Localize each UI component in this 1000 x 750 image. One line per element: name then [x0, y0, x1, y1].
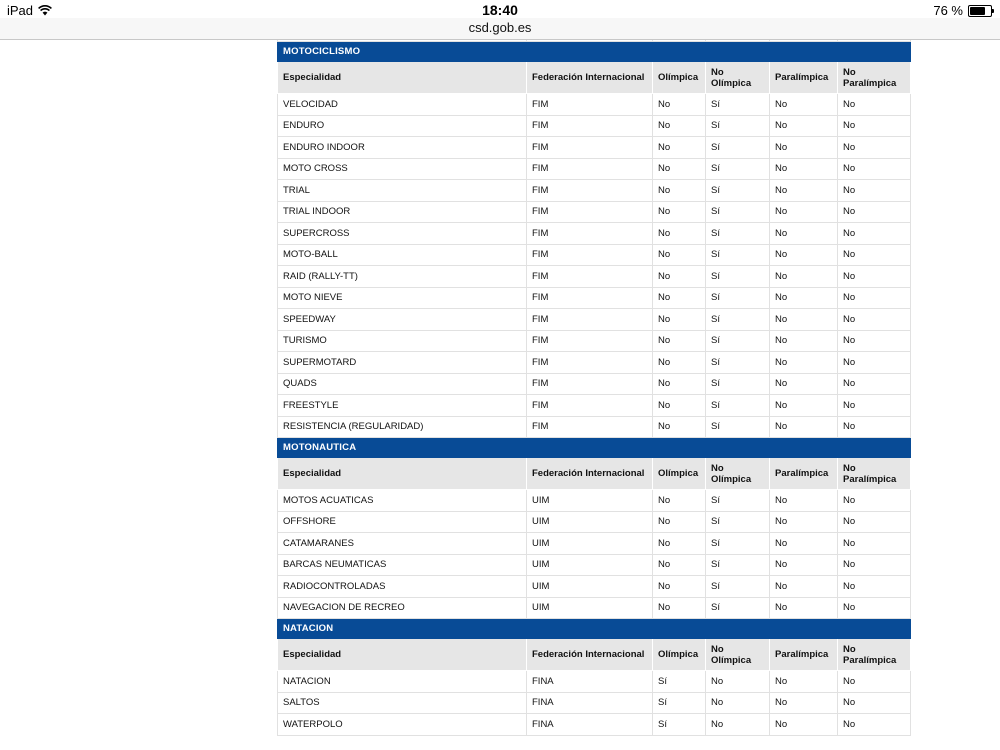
- table-row: [278, 597, 911, 619]
- table-cell: UIM: [527, 533, 653, 555]
- column-header-row: [278, 639, 911, 671]
- table-cell: Sí: [706, 287, 770, 309]
- table-cell: No: [653, 158, 706, 180]
- table-cell: No: [706, 671, 770, 693]
- table-cell: No: [838, 287, 911, 309]
- table-cell: No: [653, 511, 706, 533]
- table-cell: No: [838, 158, 911, 180]
- table-cell: No: [838, 223, 911, 245]
- table-cell: No: [770, 330, 838, 352]
- table-cell: Sí: [706, 330, 770, 352]
- table-cell: UIM: [527, 490, 653, 512]
- table-cell: No: [838, 115, 911, 137]
- table-cell: NATACION: [278, 671, 527, 693]
- table-cell: MOTO NIEVE: [278, 287, 527, 309]
- table-cell: FIM: [527, 244, 653, 266]
- table-cell: FINA: [527, 692, 653, 714]
- table-cell: FINA: [527, 671, 653, 693]
- table-cell: Sí: [706, 137, 770, 159]
- status-bar: [0, 0, 1000, 20]
- url-bar[interactable]: [0, 18, 1000, 40]
- table-cell: No: [770, 158, 838, 180]
- column-header: Especialidad: [278, 639, 527, 671]
- table-row: [278, 714, 911, 736]
- table-cell: SUPERMOTARD: [278, 352, 527, 374]
- table-cell: No: [838, 94, 911, 116]
- table-cell: No: [770, 352, 838, 374]
- table-cell: No: [653, 395, 706, 417]
- table-cell: Sí: [706, 180, 770, 202]
- table-cell: Sí: [706, 158, 770, 180]
- table-row: [278, 692, 911, 714]
- table-cell: Sí: [706, 115, 770, 137]
- table-cell: No: [653, 180, 706, 202]
- table-cell: No: [770, 511, 838, 533]
- column-header: No Olímpica: [706, 458, 770, 490]
- table-cell: RADIOCONTROLADAS: [278, 576, 527, 598]
- table-row: [278, 137, 911, 159]
- table-cell: Sí: [706, 597, 770, 619]
- table-row: [278, 115, 911, 137]
- table-cell: FIM: [527, 180, 653, 202]
- table-cell: No: [770, 223, 838, 245]
- table-cell: No: [770, 201, 838, 223]
- column-header: Federación Internacional: [527, 639, 653, 671]
- section-title: MOTOCICLISMO: [278, 42, 911, 62]
- table-cell: MOTOS ACUATICAS: [278, 490, 527, 512]
- table-cell: No: [770, 137, 838, 159]
- table-row: [278, 223, 911, 245]
- column-header: Especialidad: [278, 458, 527, 490]
- table-cell: FIM: [527, 223, 653, 245]
- table-cell: OFFSHORE: [278, 511, 527, 533]
- table-row: [278, 490, 911, 512]
- table-row: [278, 511, 911, 533]
- table-row: [278, 533, 911, 555]
- table-cell: SALTOS: [278, 692, 527, 714]
- table-row: [278, 158, 911, 180]
- table-cell: No: [838, 576, 911, 598]
- table-cell: RAID (RALLY-TT): [278, 266, 527, 288]
- table-cell: FIM: [527, 94, 653, 116]
- column-header: Paralímpica: [770, 458, 838, 490]
- table-cell: No: [706, 714, 770, 736]
- table-cell: No: [838, 373, 911, 395]
- table-cell: BARCAS NEUMATICAS: [278, 554, 527, 576]
- table-cell: FIM: [527, 137, 653, 159]
- table-cell: No: [770, 94, 838, 116]
- table-row: [278, 395, 911, 417]
- table-cell: No: [653, 115, 706, 137]
- table-cell: VELOCIDAD: [278, 94, 527, 116]
- table-row: [278, 373, 911, 395]
- column-header: No Paralímpica: [838, 62, 911, 94]
- battery-percent: 76 %: [933, 3, 963, 18]
- table-cell: Sí: [706, 244, 770, 266]
- column-header-row: [278, 458, 911, 490]
- table-cell: No: [653, 137, 706, 159]
- table-cell: FREESTYLE: [278, 395, 527, 417]
- table-row: [278, 671, 911, 693]
- table-cell: UIM: [527, 511, 653, 533]
- table-cell: Sí: [706, 309, 770, 331]
- table-cell: No: [653, 576, 706, 598]
- table-cell: CATAMARANES: [278, 533, 527, 555]
- table-cell: No: [838, 692, 911, 714]
- table-cell: FIM: [527, 395, 653, 417]
- table-cell: No: [838, 330, 911, 352]
- table-row: [278, 201, 911, 223]
- table-cell: SUPERCROSS: [278, 223, 527, 245]
- table-cell: No: [770, 180, 838, 202]
- column-header: Paralímpica: [770, 639, 838, 671]
- table-row: [278, 266, 911, 288]
- table-cell: No: [838, 137, 911, 159]
- table-cell: No: [653, 554, 706, 576]
- table-cell: NAVEGACION DE RECREO: [278, 597, 527, 619]
- table-cell: No: [770, 533, 838, 555]
- table-cell: SPEEDWAY: [278, 309, 527, 331]
- table-cell: No: [770, 692, 838, 714]
- table-cell: No: [838, 309, 911, 331]
- table-cell: FIM: [527, 309, 653, 331]
- table-cell: No: [770, 373, 838, 395]
- table-cell: FIM: [527, 158, 653, 180]
- table-cell: No: [653, 309, 706, 331]
- table-cell: No: [653, 490, 706, 512]
- table-cell: QUADS: [278, 373, 527, 395]
- table-cell: Sí: [706, 373, 770, 395]
- table-cell: Sí: [706, 576, 770, 598]
- table-cell: No: [770, 395, 838, 417]
- column-header: Paralímpica: [770, 62, 838, 94]
- column-header-row: [278, 62, 911, 94]
- table-cell: No: [653, 416, 706, 438]
- table-cell: FIM: [527, 352, 653, 374]
- table-cell: No: [653, 330, 706, 352]
- table-cell: No: [838, 244, 911, 266]
- table-cell: TURISMO: [278, 330, 527, 352]
- table-cell: Sí: [706, 201, 770, 223]
- column-header: No Olímpica: [706, 62, 770, 94]
- table-cell: No: [770, 416, 838, 438]
- table-cell: No: [653, 223, 706, 245]
- table-cell: Sí: [653, 714, 706, 736]
- table-cell: Sí: [706, 490, 770, 512]
- table-cell: No: [838, 395, 911, 417]
- table-cell: No: [838, 180, 911, 202]
- table-cell: Sí: [706, 395, 770, 417]
- table-cell: MOTO-BALL: [278, 244, 527, 266]
- table-cell: No: [838, 352, 911, 374]
- clock: 18:40: [482, 2, 518, 18]
- table-cell: Sí: [706, 554, 770, 576]
- table-cell: No: [770, 490, 838, 512]
- table-cell: No: [838, 533, 911, 555]
- table-cell: No: [770, 309, 838, 331]
- table-cell: Sí: [706, 533, 770, 555]
- table-cell: Sí: [706, 223, 770, 245]
- sports-table: [277, 40, 911, 736]
- table-cell: FINA: [527, 714, 653, 736]
- table-cell: No: [838, 490, 911, 512]
- table-cell: No: [770, 287, 838, 309]
- table-cell: UIM: [527, 597, 653, 619]
- table-cell: TRIAL: [278, 180, 527, 202]
- table-cell: MOTO CROSS: [278, 158, 527, 180]
- table-cell: No: [838, 416, 911, 438]
- status-right: [933, 3, 992, 18]
- table-cell: No: [838, 671, 911, 693]
- table-cell: FIM: [527, 115, 653, 137]
- table-cell: Sí: [706, 266, 770, 288]
- table-cell: ENDURO: [278, 115, 527, 137]
- column-header: No Paralímpica: [838, 639, 911, 671]
- table-cell: No: [653, 201, 706, 223]
- table-cell: No: [770, 266, 838, 288]
- table-cell: TRIAL INDOOR: [278, 201, 527, 223]
- section-header: [278, 619, 911, 639]
- table-row: [278, 554, 911, 576]
- section-title: MOTONAUTICA: [278, 438, 911, 458]
- table-cell: FIM: [527, 373, 653, 395]
- table-cell: No: [838, 554, 911, 576]
- table-row: [278, 352, 911, 374]
- column-header: Federación Internacional: [527, 458, 653, 490]
- table-cell: No: [706, 692, 770, 714]
- table-cell: No: [838, 714, 911, 736]
- table-cell: Sí: [653, 671, 706, 693]
- table-row: [278, 309, 911, 331]
- table-cell: No: [770, 115, 838, 137]
- table-row: [278, 244, 911, 266]
- table-cell: Sí: [706, 352, 770, 374]
- table-cell: WATERPOLO: [278, 714, 527, 736]
- table-cell: No: [653, 266, 706, 288]
- column-header: Olímpica: [653, 458, 706, 490]
- battery-icon: [968, 5, 992, 17]
- table-cell: No: [653, 533, 706, 555]
- column-header: Federación Internacional: [527, 62, 653, 94]
- table-cell: FIM: [527, 266, 653, 288]
- table-cell: RESISTENCIA (REGULARIDAD): [278, 416, 527, 438]
- table-cell: No: [838, 266, 911, 288]
- url-host[interactable]: csd.gob.es: [468, 20, 532, 35]
- table-cell: No: [770, 597, 838, 619]
- table-cell: No: [838, 201, 911, 223]
- table-row: [278, 180, 911, 202]
- section-title: NATACION: [278, 619, 911, 639]
- table-row: [278, 94, 911, 116]
- table-row: [278, 576, 911, 598]
- table-cell: FIM: [527, 330, 653, 352]
- table-cell: No: [770, 554, 838, 576]
- table-cell: No: [770, 714, 838, 736]
- table-cell: No: [838, 511, 911, 533]
- table-cell: FIM: [527, 201, 653, 223]
- column-header: No Olímpica: [706, 639, 770, 671]
- device-name: iPad: [7, 3, 34, 18]
- table-cell: No: [653, 352, 706, 374]
- table-row: [278, 416, 911, 438]
- column-header: Olímpica: [653, 639, 706, 671]
- column-header: Especialidad: [278, 62, 527, 94]
- section-header: [278, 438, 911, 458]
- table-cell: FIM: [527, 287, 653, 309]
- table-cell: No: [770, 576, 838, 598]
- table-cell: Sí: [706, 94, 770, 116]
- table-row: [278, 287, 911, 309]
- section-header: [278, 42, 911, 62]
- table-cell: No: [653, 597, 706, 619]
- table-row: [278, 330, 911, 352]
- table-cell: No: [770, 244, 838, 266]
- table-cell: Sí: [706, 511, 770, 533]
- table-cell: No: [838, 597, 911, 619]
- table-cell: ENDURO INDOOR: [278, 137, 527, 159]
- table-cell: Sí: [706, 416, 770, 438]
- table-cell: No: [653, 373, 706, 395]
- table-cell: No: [770, 671, 838, 693]
- table-cell: UIM: [527, 576, 653, 598]
- table-cell: No: [653, 244, 706, 266]
- table-cell: UIM: [527, 554, 653, 576]
- column-header: Olímpica: [653, 62, 706, 94]
- main-content: [277, 40, 910, 736]
- table-cell: No: [653, 287, 706, 309]
- table-cell: No: [653, 94, 706, 116]
- column-header: No Paralímpica: [838, 458, 911, 490]
- table-cell: FIM: [527, 416, 653, 438]
- table-cell: Sí: [653, 692, 706, 714]
